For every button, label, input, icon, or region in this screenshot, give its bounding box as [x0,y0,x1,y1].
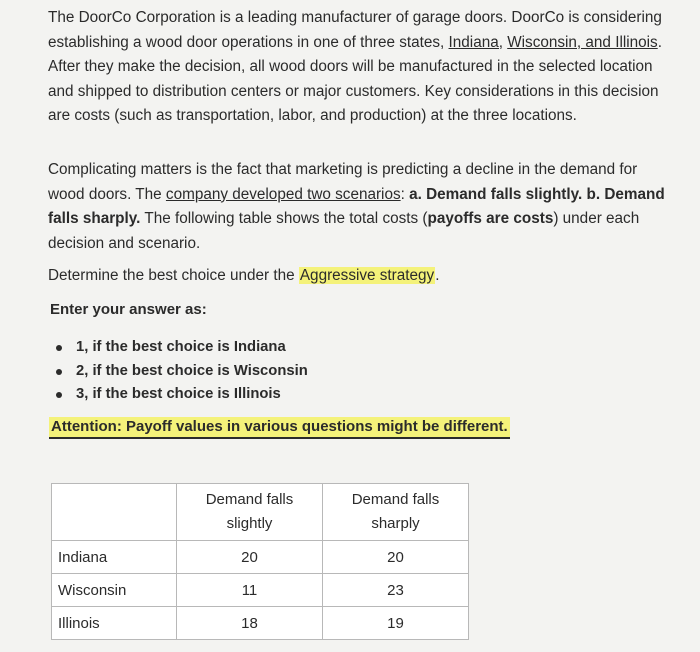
enter-answer-label: Enter your answer as: [50,301,207,318]
table-header-cell: Demand falls sharply [323,484,469,541]
attention-note: Attention: Payoff values in various questions might be different. [49,417,510,439]
table-row [52,607,469,640]
table-cell: 18 [177,607,323,640]
intro-underlined-states: Wisconsin, and Illinois [507,33,658,51]
intro-underlined-indiana: Indiana, [448,33,503,51]
task-text-1: Determine the best choice under the [48,267,299,284]
scenario-text-1: Complicating matters is the fact that marketing is predicting a decline in the demand for wood doors. The [48,161,638,203]
scenario-underlined: company developed two scenarios [165,185,401,203]
table-cell: 19 [323,607,469,640]
intro-text-1: The DoorCo Corporation is a leading manufacturer of garage doors. DoorCo is considering establishing a wood door operations in one of three states, [48,9,662,51]
scenario-bold-2: payoffs are costs [427,210,554,228]
table-header-row [52,484,469,541]
scenario-text-3: The following table shows the total costs ( [140,210,428,228]
scenario-paragraph [48,158,668,256]
intro-text-3: . After they make the decision, all wood doors will be manufactured in the selected location and shipped to distribution centers or major customers. Key considerations in this decision are costs (such as transportation, labor, and production) at the three locations. [48,33,662,125]
row-label: Wisconsin [52,574,177,607]
answer-options-list [50,336,308,407]
payoff-table [51,483,469,640]
row-label: Indiana [52,541,177,574]
table-header-cell [52,484,177,541]
option-item: 2, if the best choice is Wisconsin [50,360,308,384]
table-row [52,541,469,574]
task-highlight: Aggressive strategy [299,267,435,284]
scenario-bold-1: a. Demand falls slightly. b. Demand falls sharply. [48,185,665,228]
table-cell: 20 [177,541,323,574]
table-cell: 11 [177,574,323,607]
row-label: Illinois [52,607,177,640]
task-text-2: . [435,267,440,284]
task-paragraph [48,264,668,289]
table-cell: 23 [323,574,469,607]
option-item: 3, if the best choice is Illinois [50,383,308,407]
scenario-text-2: : [400,185,410,203]
scenario-text-4: ) under each decision and scenario. [48,210,640,252]
intro-paragraph [48,6,668,129]
table-row [52,574,469,607]
option-item: 1, if the best choice is Indiana [50,336,308,360]
table-cell: 20 [323,541,469,574]
table-header-cell: Demand falls slightly [177,484,323,541]
